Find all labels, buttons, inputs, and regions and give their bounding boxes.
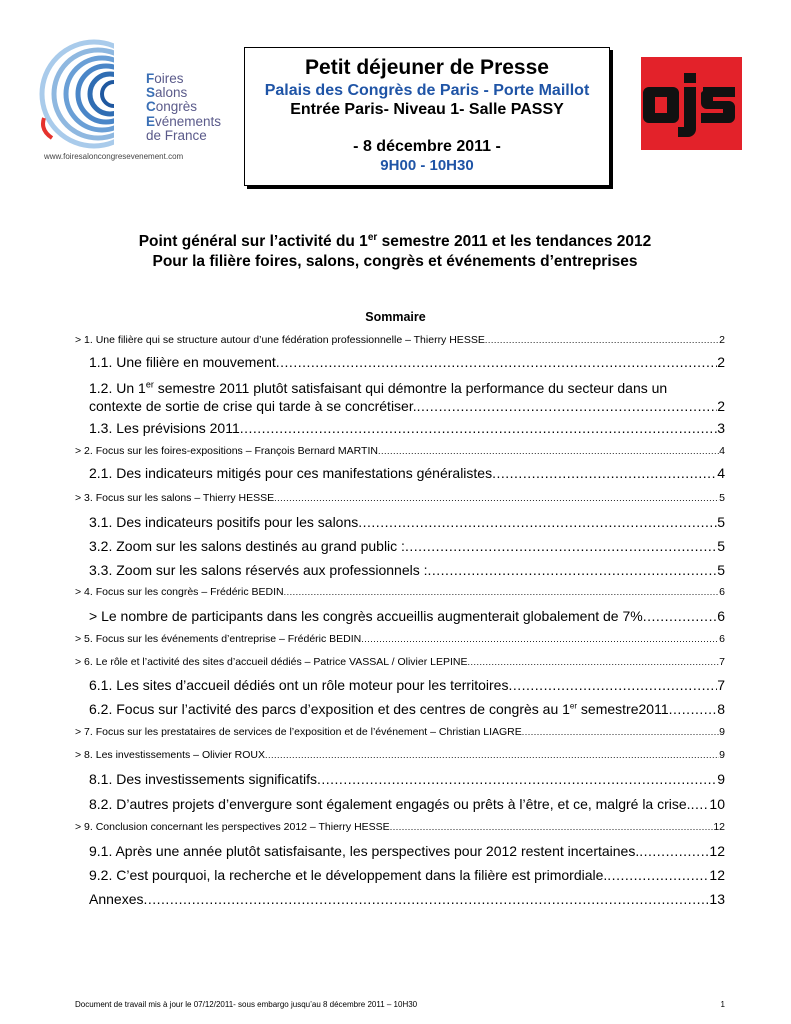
toc-entry-9[interactable]: > 9. Conclusion concernant les perspectives 2012 – Thierry HESSE ..... 12: [75, 821, 725, 833]
toc-entry-1-2-line-2: contexte de sortie de crise qui tarde à se concrétiser. ..... 2: [89, 397, 725, 415]
toc-entry-2[interactable]: > 2. Focus sur les foires-expositions – François Bernard MARTIN ..... 4: [75, 445, 725, 457]
toc-entry-5[interactable]: > 5. Focus sur les événements d’entreprise – Frédéric BEDIN ..... 6: [75, 633, 725, 645]
ffsc-logo: [30, 38, 222, 170]
event-entrance: Entrée Paris- Niveau 1- Salle PASSY: [290, 101, 564, 118]
event-time: 9H00 - 10H30: [380, 157, 474, 174]
logo-word-4: Evénements: [146, 113, 222, 129]
ojs-logo-icon: [641, 57, 742, 150]
toc-entry-3-3[interactable]: 3.3. Zoom sur les salons réservés aux professionnels : ..... 5: [89, 562, 725, 578]
toc-entry-1-2-line-1: 1.2. Un 1er semestre 2011 plutôt satisfaisant qui démontre la performance du secteur dans un: [89, 379, 668, 396]
toc-entry-annexes[interactable]: Annexes ..... 13: [89, 891, 725, 907]
toc-entry-7[interactable]: > 7. Focus sur les prestataires de services de l’exposition et de l’événement – Christian LIAGRE ..... 9: [75, 726, 725, 738]
toc-entry-1-3[interactable]: 1.3. Les prévisions 2011 ..... 3: [89, 420, 725, 436]
toc-title: Sommaire: [365, 310, 426, 324]
event-venue: Palais des Congrès de Paris - Porte Maillot: [264, 82, 590, 99]
toc-entry-8-2[interactable]: 8.2. D’autres projets d’envergure sont également engagés ou prêts à l’être, et ce, malgré la crise. ..... 10: [89, 796, 725, 812]
toc-entry-1-2[interactable]: [89, 379, 725, 415]
toc-entry-3-2[interactable]: 3.2. Zoom sur les salons destinés au grand public : ..... 5: [89, 538, 725, 554]
page-footer: [75, 1000, 725, 1009]
heading-line-2: Pour la filière foires, salons, congrès et événements d’entreprises: [152, 253, 638, 270]
toc-entry-4[interactable]: > 4. Focus sur les congrès – Frédéric BEDIN ..... 6: [75, 586, 725, 598]
toc-entry-9-2[interactable]: 9.2. C’est pourquoi, la recherche et le développement dans la filière est primordiale. ..... 12: [89, 867, 725, 883]
footer-text: Document de travail mis à jour le 07/12/2011- sous embargo jusqu’au 8 décembre 2011 – 10H30: [75, 1000, 418, 1009]
logo-word-2: Salons: [146, 85, 188, 101]
logo-word-5: de France: [146, 127, 207, 143]
toc-entry-8-1[interactable]: 8.1. Des investissements significatifs ..... 9: [89, 771, 725, 787]
toc-entry-2-1[interactable]: 2.1. Des indicateurs mitigés pour ces manifestations généralistes ..... 4: [89, 465, 725, 481]
ojs-logo: [641, 57, 742, 150]
toc-entry-1-1[interactable]: 1.1. Une filière en mouvement ..... 2: [89, 354, 725, 370]
toc-entry-6-1[interactable]: 6.1. Les sites d’accueil dédiés ont un rôle moteur pour les territoires ..... 7: [89, 677, 725, 693]
toc-entry-4-1[interactable]: > Le nombre de participants dans les congrès accueillis augmenterait globalement de 7% ..... 6: [89, 608, 725, 624]
toc-entry-1[interactable]: > 1. Une filière qui se structure autour d’une fédération professionnelle – Thierry HESSE ..... 2: [75, 334, 725, 346]
toc-entry-8[interactable]: > 8. Les investissements – Olivier ROUX ..... 9: [75, 749, 725, 761]
toc-entry-6[interactable]: > 6. Le rôle et l’activité des sites d’accueil dédiés – Patrice VASSAL / Olivier LEPINE ..... 7: [75, 656, 725, 668]
toc-entry-9-1[interactable]: 9.1. Après une année plutôt satisfaisante, les perspectives pour 2012 restent incertaines. ..... 12: [89, 843, 725, 859]
logo-word-3: Congrès: [146, 99, 198, 115]
event-title: Petit déjeuner de Presse: [305, 56, 549, 79]
footer-page-number: 1: [720, 1000, 725, 1009]
logo-rings-icon: [30, 38, 150, 150]
toc-entry-3-1[interactable]: 3.1. Des indicateurs positifs pour les salons ..... 5: [89, 514, 725, 530]
event-title-box: [244, 47, 610, 186]
logo-url: www.foiresaloncongresevenement.com: [44, 152, 184, 161]
logo-word-1: Foires: [146, 71, 184, 86]
event-date: - 8 décembre 2011 -: [353, 138, 501, 155]
toc-entry-6-2[interactable]: 6.2. Focus sur l’activité des parcs d’exposition et des centres de congrès au 1er semestre2011 ..... 8: [89, 701, 725, 717]
heading-line-1: Point général sur l’activité du 1er semestre 2011 et les tendances 2012: [138, 231, 652, 250]
toc-entry-3[interactable]: > 3. Focus sur les salons – Thierry HESSE ..... 5: [75, 492, 725, 504]
document-heading: [60, 232, 730, 272]
